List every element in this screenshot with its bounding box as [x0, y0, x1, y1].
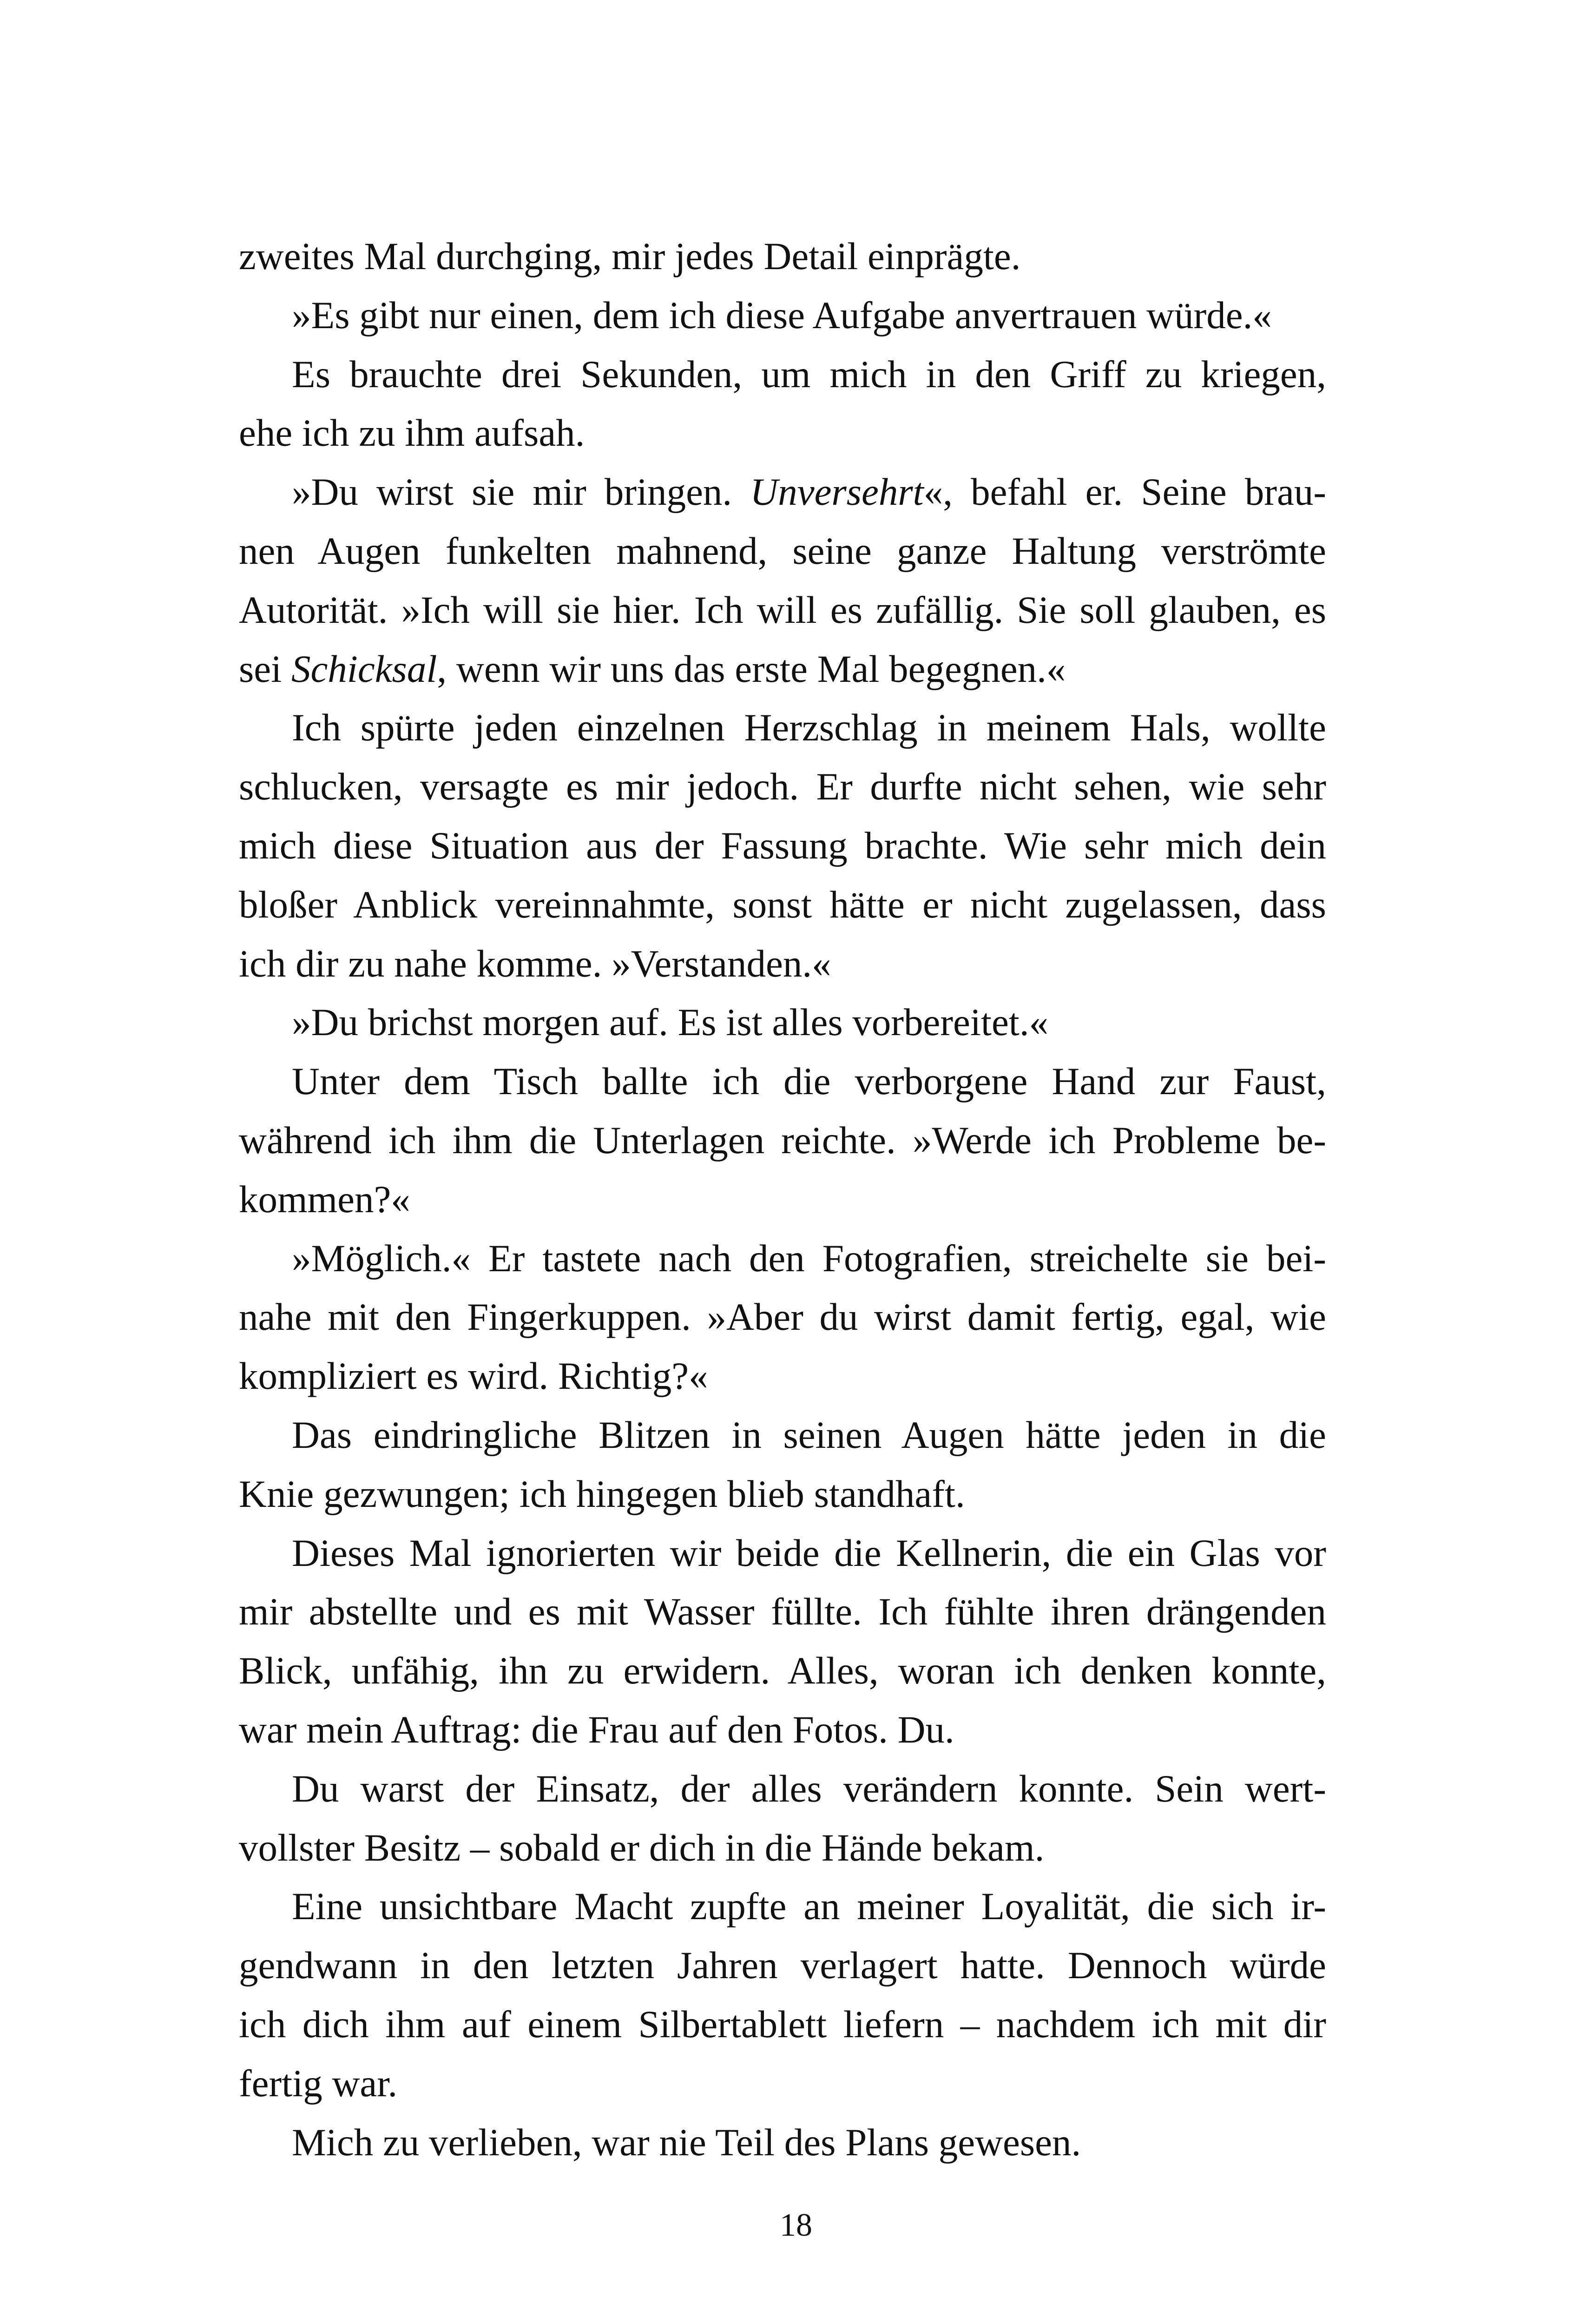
paragraph [239, 1759, 1326, 1877]
text-line [239, 462, 1326, 522]
text-line: mir abstellte und es mit Wasser füllte. Ich fühlte ihren drängenden [239, 1590, 1326, 1633]
text-line: vollster Besitz – sobald er dich in die Hände bekam. [239, 1826, 1045, 1869]
text-line: kompliziert es wird. Richtig?« [239, 1354, 708, 1398]
paragraph [239, 1229, 1326, 1406]
text-line: Blick, unfähig, ihn zu erwidern. Alles, woran ich denken konnte, [239, 1649, 1326, 1692]
text-run: »Du wirst sie mir bringen. [292, 470, 750, 514]
text-line: Es brauchte drei Sekunden, um mich in den Griff zu kriegen, [292, 352, 1326, 396]
text-line: Du warst der Einsatz, der alles verändern konnte. Sein wert- [292, 1767, 1326, 1810]
paragraph [239, 1406, 1326, 1524]
emphasized-word: Schicksal [291, 647, 437, 690]
paragraph [239, 1524, 1326, 1759]
text-run: «, befahl er. Seine brau- [923, 470, 1326, 514]
paragraph [239, 1877, 1326, 2113]
text-line: nahe mit den Fingerkuppen. »Aber du wirst damit fertig, egal, wie [239, 1295, 1326, 1339]
text-line: bloßer Anblick vereinnahmte, sonst hätte er nicht zugelassen, dass [239, 883, 1326, 926]
paragraph [239, 698, 1326, 993]
emphasized-word: Unversehrt [750, 470, 924, 514]
paragraph [239, 462, 1326, 698]
paragraph [239, 286, 1326, 345]
text-line: Eine unsichtbare Macht zupfte an meiner Loyalität, die sich ir- [292, 1885, 1326, 1928]
paragraph [239, 345, 1326, 463]
body-text [239, 227, 1326, 2172]
text-line: »Möglich.« Er tastete nach den Fotografien, streichelte sie bei- [292, 1236, 1326, 1280]
text-line: Ich spürte jeden einzelnen Herzschlag in meinem Hals, wollte [292, 706, 1326, 749]
text-line: zweites Mal durchging, mir jedes Detail einprägte. [239, 235, 1021, 277]
text-line: ich dir zu nahe komme. »Verstanden.« [239, 942, 831, 985]
text-line: war mein Auftrag: die Frau auf den Fotos. Du. [239, 1708, 954, 1751]
text-line: nen Augen funkelten mahnend, seine ganze Haltung verströmte [239, 529, 1326, 572]
text-line: Dieses Mal ignorierten wir beide die Kellnerin, die ein Glas vor [292, 1531, 1326, 1574]
text-line: ich dich ihm auf einem Silbertablett liefern – nachdem ich mit dir [239, 2002, 1326, 2046]
text-line: Autorität. »Ich will sie hier. Ich will es zufällig. Sie soll glauben, es [239, 588, 1326, 631]
text-line: mich diese Situation aus der Fassung brachte. Wie sehr mich dein [239, 824, 1326, 867]
text-line: ehe ich zu ihm aufsah. [239, 411, 585, 455]
text-line: gendwann in den letzten Jahren verlagert hatte. Dennoch würde [239, 1944, 1326, 1987]
text-line [239, 640, 1326, 699]
paragraph [239, 1052, 1326, 1228]
page-number: 18 [780, 2207, 812, 2243]
text-run: sei [239, 647, 291, 690]
text-line: »Es gibt nur einen, dem ich diese Aufgabe anvertrauen würde.« [292, 293, 1272, 337]
text-line: Mich zu verlieben, war nie Teil des Plans gewesen. [292, 2120, 1081, 2164]
paragraph [239, 227, 1326, 286]
text-line: schlucken, versagte es mir jedoch. Er durfte nicht sehen, wie sehr [239, 765, 1326, 808]
paragraph [239, 993, 1326, 1052]
paragraph [239, 2113, 1326, 2172]
text-line: Knie gezwungen; ich hingegen blieb standhaft. [239, 1472, 965, 1515]
text-line: kommen?« [239, 1177, 410, 1221]
text-run: , wenn wir uns das erste Mal begegnen.« [437, 647, 1066, 690]
text-line: Das eindringliche Blitzen in seinen Augen hätte jeden in die [292, 1413, 1326, 1456]
text-line: während ich ihm die Unterlagen reichte. »Werde ich Probleme be- [239, 1118, 1326, 1162]
text-line: »Du brichst morgen auf. Es ist alles vorbereitet.« [292, 1001, 1049, 1044]
text-line: Unter dem Tisch ballte ich die verborgene Hand zur Faust, [292, 1060, 1326, 1103]
text-line: fertig war. [239, 2061, 398, 2105]
